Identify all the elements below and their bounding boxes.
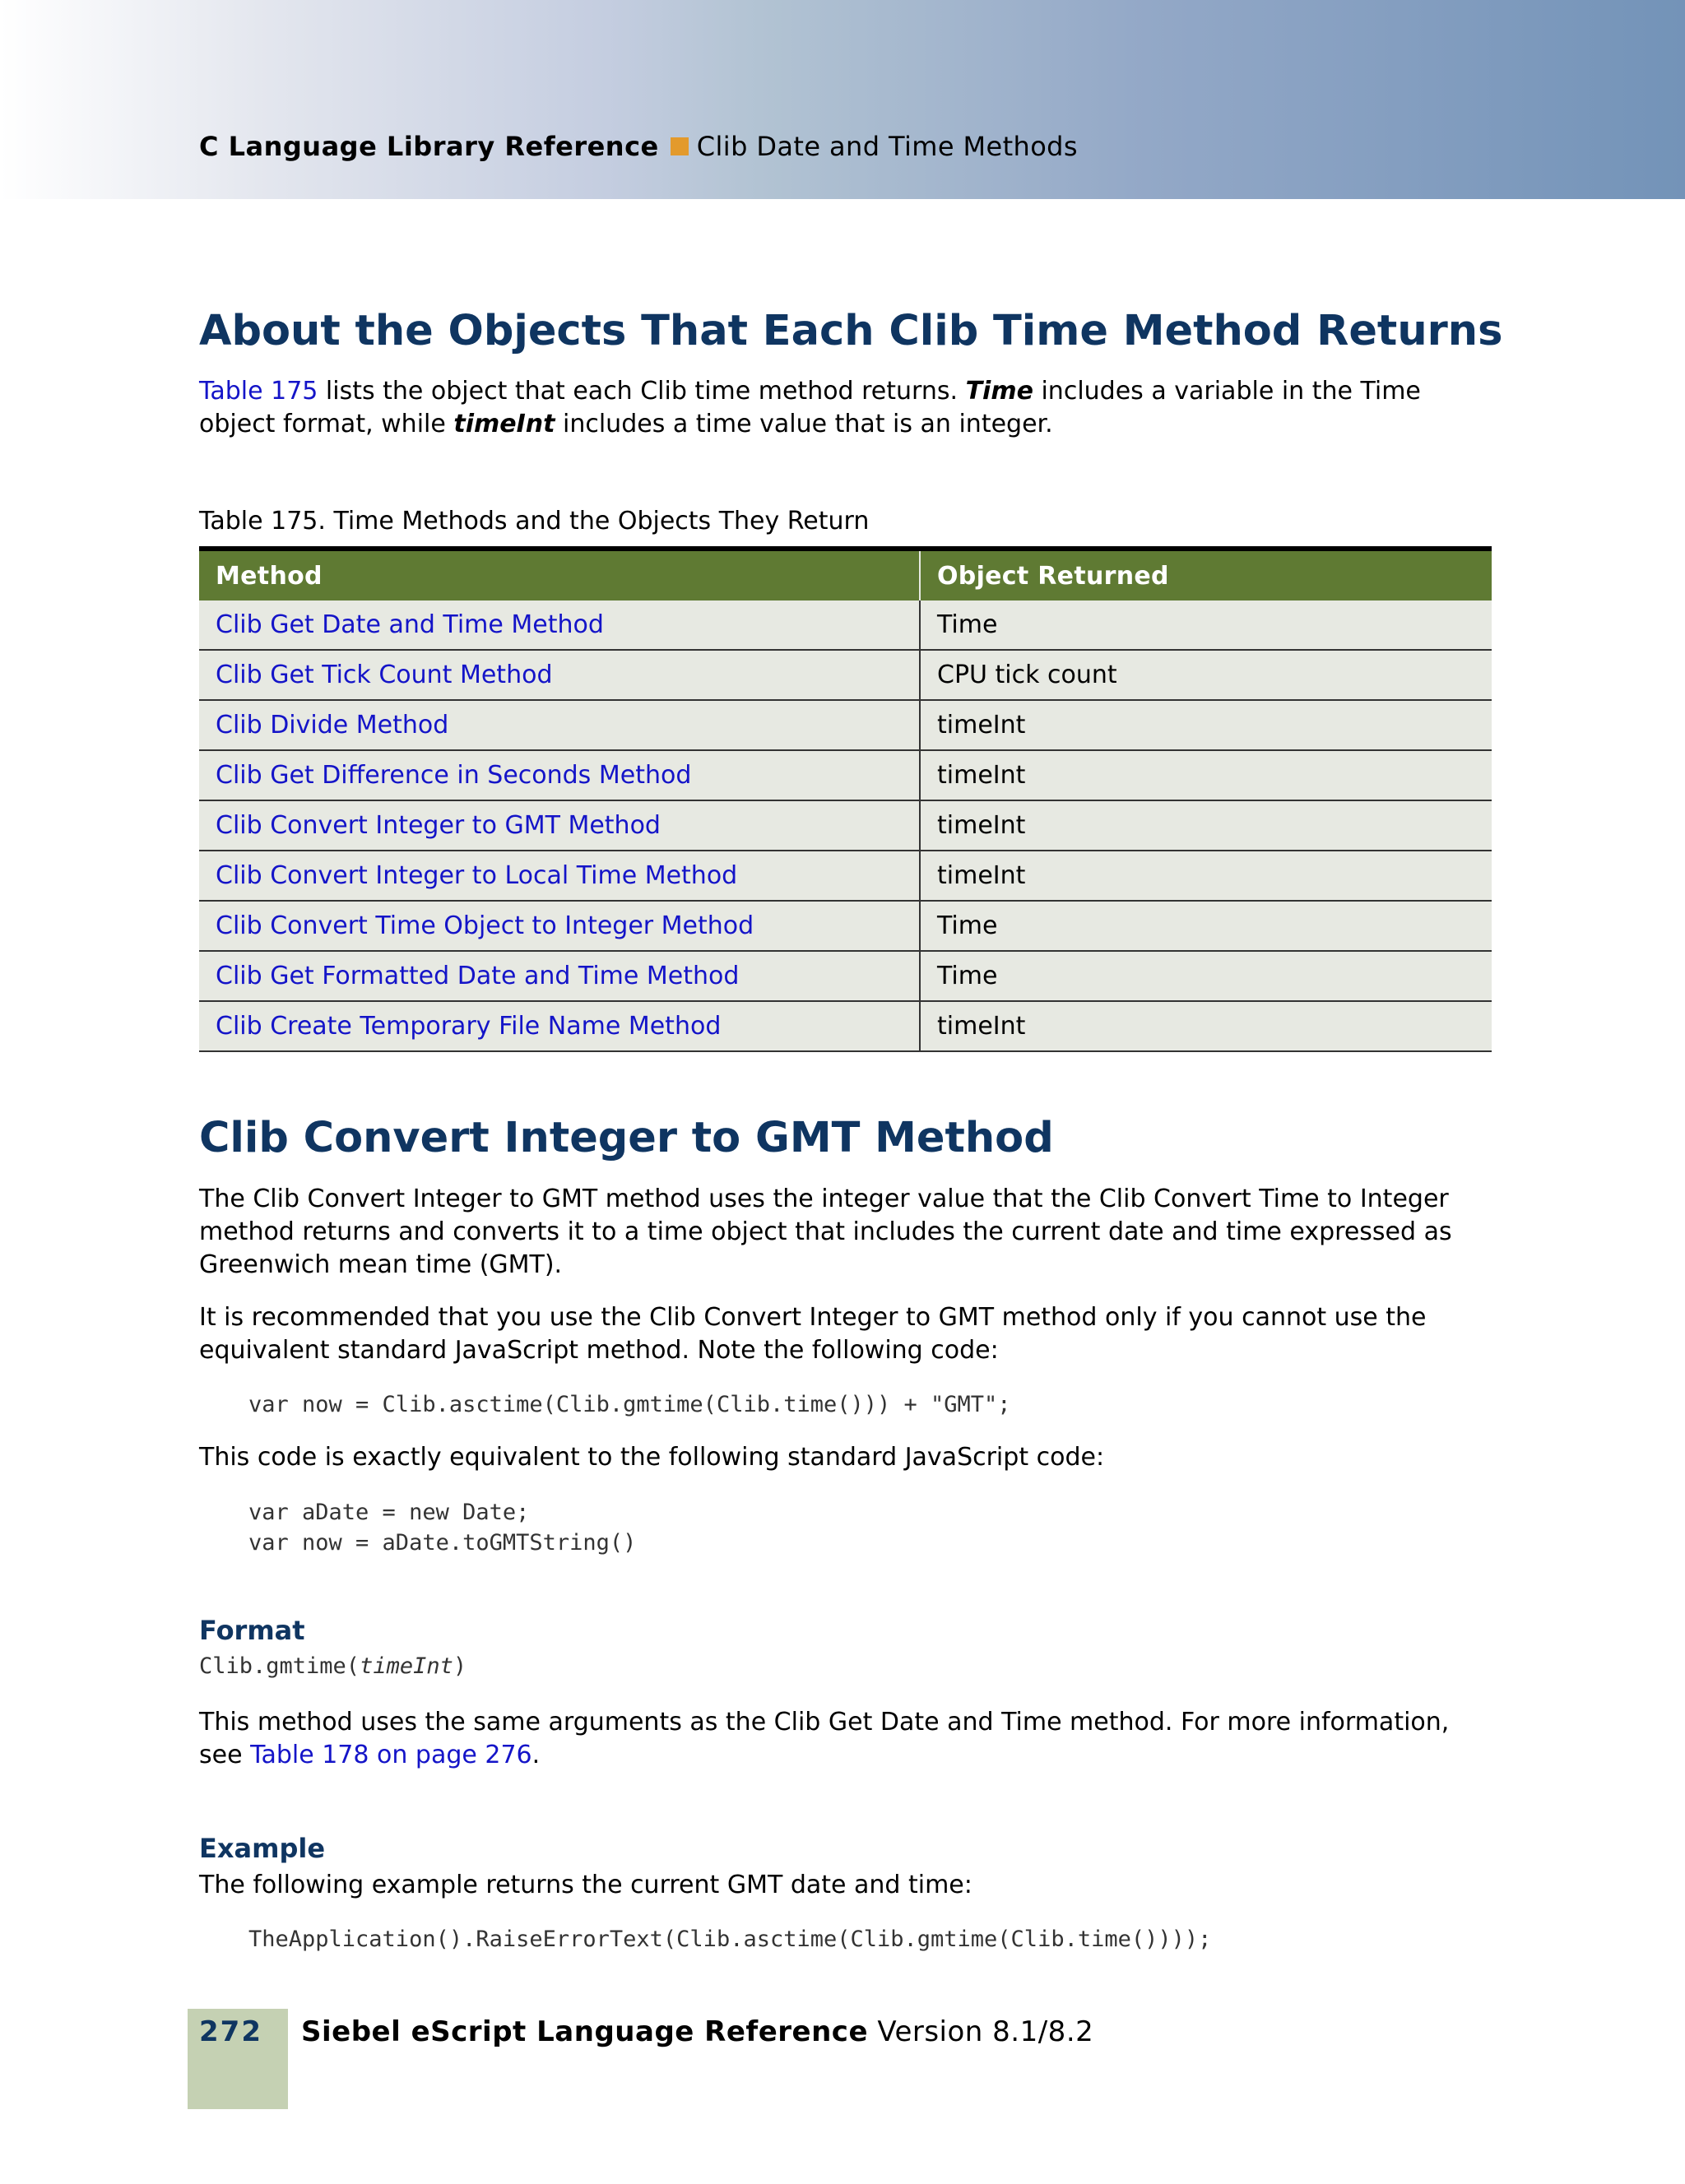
page-number: 272 — [199, 2015, 262, 2048]
intro-text-3: includes a time value that is an integer. — [555, 410, 1053, 438]
intro-em-timeint: timeInt — [453, 410, 555, 438]
arguments-end: . — [531, 1741, 541, 1769]
table-row — [199, 750, 1492, 800]
method-link[interactable]: Clib Convert Integer to Local Time Method — [199, 851, 920, 901]
code-block-date-line2: var now = aDate.toGMTString() — [248, 1530, 637, 1556]
code-block-example: TheApplication().RaiseErrorText(Clib.asctime(Clib.gmtime(Clib.time()))); — [248, 1927, 1212, 1952]
format-prefix: Clib.gmtime( — [199, 1653, 360, 1679]
recommendation-paragraph: It is recommended that you use the Clib Convert Integer to GMT method only if you cannot use the equivalent standard JavaScript method. Note the following code: — [199, 1303, 1427, 1365]
footer-title — [301, 2015, 1093, 2048]
method-link[interactable]: Clib Divide Method — [199, 700, 920, 750]
equivalence-paragraph: This code is exactly equivalent to the following standard JavaScript code: — [199, 1443, 1105, 1472]
intro-text-1: lists the object that each Clib time method returns. — [318, 377, 966, 406]
method-link[interactable]: Clib Get Formatted Date and Time Method — [199, 951, 920, 1001]
intro-text-2: includes a variable in the Time object format, while — [199, 377, 1421, 438]
code-block-asctime: var now = Clib.asctime(Clib.gmtime(Clib.time())) + "GMT"; — [248, 1392, 1011, 1417]
table-caption: Table 175. Time Methods and the Objects They Return — [199, 507, 870, 536]
example-paragraph: The following example returns the current GMT date and time: — [199, 1871, 972, 1899]
format-syntax — [199, 1653, 467, 1679]
table-row — [199, 600, 1492, 650]
methods-table — [199, 546, 1492, 1052]
table-row — [199, 700, 1492, 750]
object-returned: timeInt — [920, 700, 1492, 750]
table-row — [199, 951, 1492, 1001]
table-178-link[interactable]: Table 178 on page 276 — [250, 1741, 532, 1769]
table-175-link[interactable]: Table 175 — [199, 377, 318, 406]
gmt-description-paragraph: The Clib Convert Integer to GMT method uses the integer value that the Clib Convert Time to Integer method returns and converts it to a time object that includes the current date and time expressed as Greenwich mean time (GMT). — [199, 1185, 1452, 1279]
table-row — [199, 851, 1492, 901]
code-block-date-line1: var aDate = new Date; — [248, 1500, 530, 1525]
method-link[interactable]: Clib Get Date and Time Method — [199, 600, 920, 650]
format-argument: timeInt — [360, 1653, 453, 1679]
table-row — [199, 1001, 1492, 1051]
object-returned: timeInt — [920, 1001, 1492, 1051]
object-returned: CPU tick count — [920, 650, 1492, 700]
footer-version: Version 8.1/8.2 — [868, 2015, 1094, 2048]
table-row — [199, 901, 1492, 951]
section-title-gmt: Clib Convert Integer to GMT Method — [199, 1114, 1054, 1162]
arguments-text: This method uses the same arguments as the Clib Get Date and Time method. For more information, see — [199, 1708, 1450, 1769]
column-header-object-returned: Object Returned — [920, 549, 1492, 600]
breadcrumb-section[interactable]: C Language Library Reference — [199, 131, 659, 162]
object-returned: Time — [920, 901, 1492, 951]
intro-paragraph — [199, 375, 1491, 441]
method-link[interactable]: Clib Convert Time Object to Integer Method — [199, 901, 920, 951]
example-heading: Example — [199, 1833, 326, 1864]
format-suffix: ) — [453, 1653, 467, 1679]
object-returned: Time — [920, 600, 1492, 650]
object-returned: Time — [920, 951, 1492, 1001]
footer-book-title: Siebel eScript Language Reference — [301, 2015, 869, 2048]
header-band — [0, 0, 1685, 199]
table-row — [199, 800, 1492, 851]
breadcrumb-subsection[interactable]: Clib Date and Time Methods — [696, 131, 1078, 162]
intro-em-time: Time — [965, 377, 1033, 406]
section-title-objects: About the Objects That Each Clib Time Method Returns — [199, 307, 1503, 355]
method-link[interactable]: Clib Get Tick Count Method — [199, 650, 920, 700]
breadcrumb — [199, 130, 1078, 163]
table-header-row — [199, 549, 1492, 600]
arguments-paragraph — [199, 1706, 1491, 1772]
object-returned: timeInt — [920, 750, 1492, 800]
method-link[interactable]: Clib Convert Integer to GMT Method — [199, 800, 920, 851]
object-returned: timeInt — [920, 851, 1492, 901]
object-returned: timeInt — [920, 800, 1492, 851]
method-link[interactable]: Clib Get Difference in Seconds Method — [199, 750, 920, 800]
method-link[interactable]: Clib Create Temporary File Name Method — [199, 1001, 920, 1051]
table-row — [199, 650, 1492, 700]
column-header-method: Method — [199, 549, 920, 600]
breadcrumb-separator-icon — [671, 137, 689, 155]
format-heading: Format — [199, 1615, 305, 1646]
